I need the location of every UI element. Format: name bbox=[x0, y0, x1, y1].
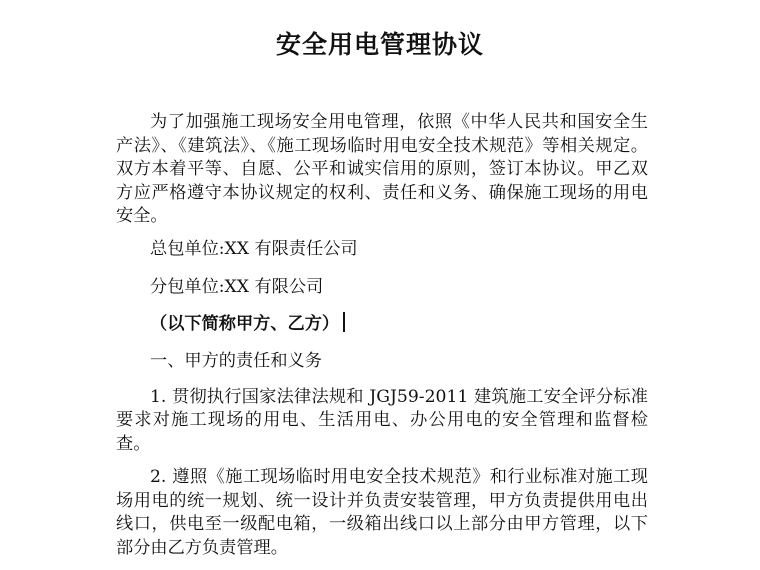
clause-1: 1. 贯彻执行国家法律法规和 JGJ59-2011 建筑施工安全评分标准要求对施工现场的用电、生活用电、办公用电的安全管理和监督检查。 bbox=[116, 386, 648, 454]
clause-2: 2. 遵照《施工现场临时用电安全技术规范》和行业标准对施工现场用电的统一规划、统一设计并负责安装管理，甲方负责提供用电出线口，供电至一级配电箱，一级箱出线口以上部分由甲方管理，以下部分由乙方负责管理。 bbox=[116, 467, 648, 558]
abbreviation-note-text: （以下简称甲方、乙方） bbox=[150, 313, 340, 334]
general-contractor-line: 总包单位:XX 有限责任公司 bbox=[150, 238, 358, 259]
abbreviation-note bbox=[116, 312, 648, 337]
intro-paragraph: 为了加强施工现场安全用电管理，依照《中华人民共和国安全生产法》、《建筑法》、《施工现场临时用电安全技术规范》等相关规定。双方本着平等、自愿、公平和诚实信用的原则，签订本协议。甲乙双方应严格遵守本协议规定的权利、责任和义务、确保施工现场的用电安全。 bbox=[116, 112, 648, 226]
subcontractor-line: 分包单位:XX 有限公司 bbox=[150, 277, 324, 297]
section-heading: 一、甲方的责任和义务 bbox=[150, 351, 322, 371]
text-cursor bbox=[343, 312, 345, 332]
document-title: 安全用电管理协议 bbox=[275, 30, 484, 59]
document-body bbox=[116, 111, 648, 560]
